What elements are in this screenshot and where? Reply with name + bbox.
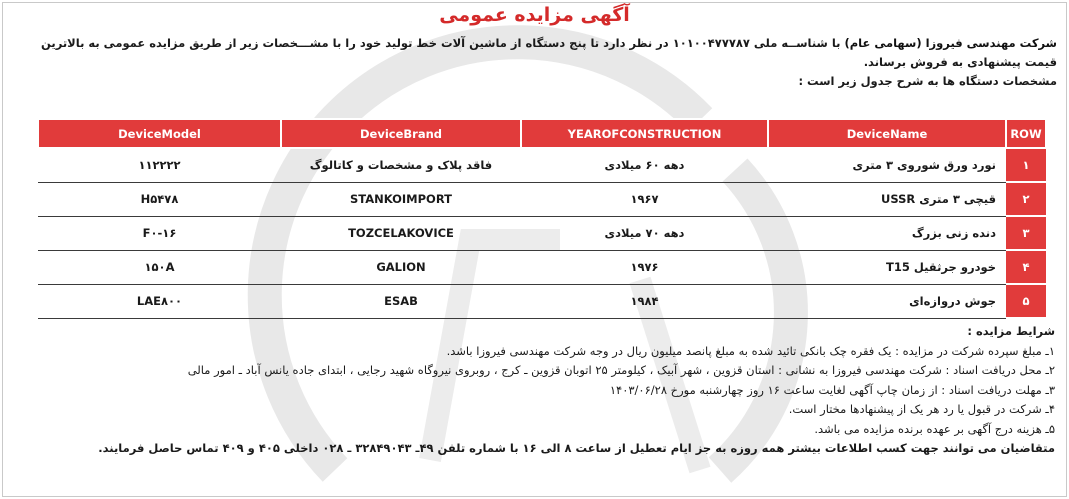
device-brand: GALION [281,250,521,284]
device-name: خودرو جرثقیل T15 [768,250,1006,284]
device-brand: فاقد پلاک و مشخصات و کاتالوگ [281,148,521,182]
intro-text: با شناســه ملی ۱۰۱۰۰۴۷۷۷۸۷ در نظر دارد تا پنج دستگاه از ماشین آلات خط تولید خود را با مشـــخصات زیر از طریق مزایده عمومی به بالاترین قیمت پیشنهادی به فروش برساند. [41,36,1057,69]
device-year: دهه ۷۰ میلادی [521,216,768,250]
header-device-name: DeviceName [768,119,1006,148]
table-header-row [38,119,1046,148]
device-model: ۱۵۰A [38,250,281,284]
devices-table [37,118,1047,319]
device-year: ۱۹۸۴ [521,284,768,318]
conditions-section [14,322,1055,459]
device-name: قیچی ۳ متری USSR [768,182,1006,216]
device-name: دنده زنی بزرگ [768,216,1006,250]
page-title: آگهی مزایده عمومی [439,4,630,26]
condition-item: ۵ـ هزینه درج آگهی بر عهده برنده مزایده می باشد. [814,421,1055,436]
device-year: دهه ۶۰ میلادی [521,148,768,182]
condition-item: ۲ـ محل دریافت اسناد : شرکت مهندسی فیروزا به نشانی : استان قزوین ، شهر آبیک ، کیلومتر ۲۵ اتوبان قزوین ـ کرج ، روبروی نیروگاه شهید رجایی ، ابتدای جاده یانس آباد ـ امور مالی [187,363,1055,377]
device-model: LAE۸۰۰ [38,284,281,318]
condition-item: ۴ـ شرکت در قبول یا رد هر یک از پیشنهادها مختار است. [788,402,1055,416]
table-row [38,182,1046,216]
table-row [38,250,1046,284]
device-name: نورد ورق شوروی ۳ متری [768,148,1006,182]
header-device-model: DeviceModel [38,119,281,148]
device-brand: ESAB [281,284,521,318]
condition-item: ۱ـ مبلغ سپرده شرکت در مزایده : یک فقره چک بانکی تائید شده به مبلغ پانصد میلیون ریال در وجه شرکت مهندسی فیروزا باشد. [446,343,1055,358]
table-row [38,216,1046,250]
header-row: ROW [1006,119,1046,148]
device-year: ۱۹۶۷ [521,182,768,216]
spec-line: مشخصات دستگاه ها به شرح جدول زیر است : [798,74,1057,88]
row-number: ۴ [1006,250,1046,284]
conditions-heading: شرایط مزایده : [967,324,1055,338]
device-model: F۰-۱۶ [38,216,281,250]
device-brand: STANKOIMPORT [281,182,521,216]
company-name: شرکت مهندسی فیروزا (سهامی عام) [844,36,1057,50]
table-row [38,148,1046,182]
intro-paragraph [14,34,1057,91]
row-number: ۳ [1006,216,1046,250]
row-number: ۱ [1006,148,1046,182]
device-model: ۱۱۲۲۲۲ [38,148,281,182]
header-device-brand: DeviceBrand [281,119,521,148]
device-name: جوش دروازه‌ای [768,284,1006,318]
contact-line: متقاضیان می توانند جهت کسب اطلاعات بیشتر همه روزه به جز ایام تعطیل از ساعت ۸ الی ۱۶ با شماره تلفن ۴۹ـ ۳۲۸۴۹۰۴۳ ـ ۰۲۸ داخلی ۴۰۵ و ۴۰۹ تماس حاصل فرمایند. [98,441,1055,455]
device-model: H۵۴۷۸ [38,182,281,216]
device-brand: TOZCELAKOVICE [281,216,521,250]
condition-item: ۳ـ مهلت دریافت اسناد : از زمان چاپ آگهی لغایت ساعت ۱۶ روز چهارشنبه مورخ ۱۴۰۳/۰۶/۲۸ [609,382,1055,397]
row-number: ۵ [1006,284,1046,318]
row-number: ۲ [1006,182,1046,216]
table-row [38,284,1046,318]
device-year: ۱۹۷۶ [521,250,768,284]
header-year: YEAROFCONSTRUCTION [521,119,768,148]
